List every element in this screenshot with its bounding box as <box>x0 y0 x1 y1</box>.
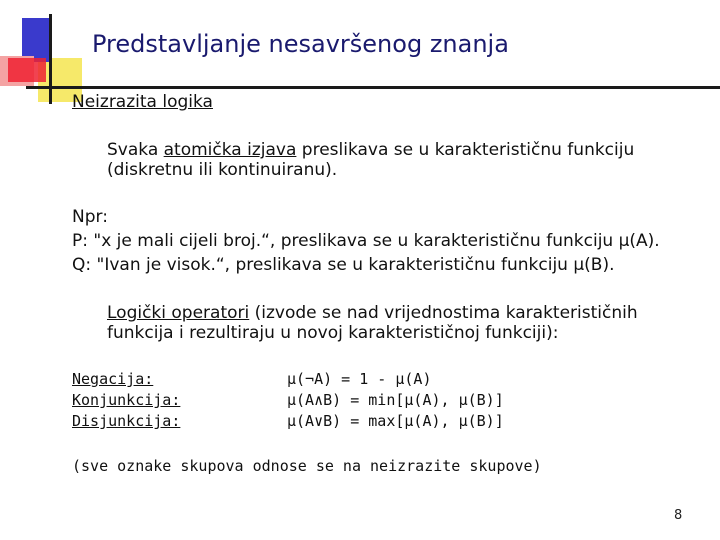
rule-name-conjunction: Konjunkcija: <box>72 391 181 409</box>
rule-name-negation: Negacija: <box>72 370 154 388</box>
section-heading: Neizrazita logika <box>72 92 213 112</box>
operators-suffix: (izvode se nad vrijednostima karakterističnih <box>249 303 638 323</box>
atomic-statement-link[interactable]: atomička izjava <box>163 140 297 160</box>
decor-red-block <box>8 58 46 82</box>
intro-suffix: preslikava se u karakterističnu funkciju <box>296 140 635 160</box>
logical-operators-link[interactable]: Logički operatori <box>107 303 250 323</box>
rule-formula-negation: µ(¬A) = 1 - µ(A) <box>287 370 432 388</box>
example-q: Q: "Ivan je visok.“, preslikava se u karakterističnu funkciju µ(B). <box>72 255 615 275</box>
operators-line-1 <box>107 303 638 324</box>
page-number: 8 <box>674 508 683 523</box>
rule-formula-disjunction: µ(A∨B) = max[µ(A), µ(B)] <box>287 412 504 430</box>
footnote: (sve oznake skupova odnose se na neizrazite skupove) <box>72 457 542 475</box>
example-p: P: "x je mali cijeli broj.“, preslikava se u karakterističnu funkciju µ(A). <box>72 231 660 251</box>
operators-line-2: funkcija i rezultiraju u novoj karakterističnoj funkciji): <box>107 323 559 343</box>
intro-line-2: (diskretnu ili kontinuiranu). <box>107 160 338 180</box>
title-underline <box>26 86 720 89</box>
rule-name-disjunction: Disjunkcija: <box>72 412 181 430</box>
intro-line-1 <box>107 140 634 161</box>
decor-vertical-line <box>49 14 52 104</box>
slide-title: Predstavljanje nesavršenog znanja <box>92 30 509 58</box>
examples-label: Npr: <box>72 207 108 227</box>
rule-formula-conjunction: µ(A∧B) = min[µ(A), µ(B)] <box>287 391 504 409</box>
intro-prefix: Svaka <box>107 140 164 160</box>
